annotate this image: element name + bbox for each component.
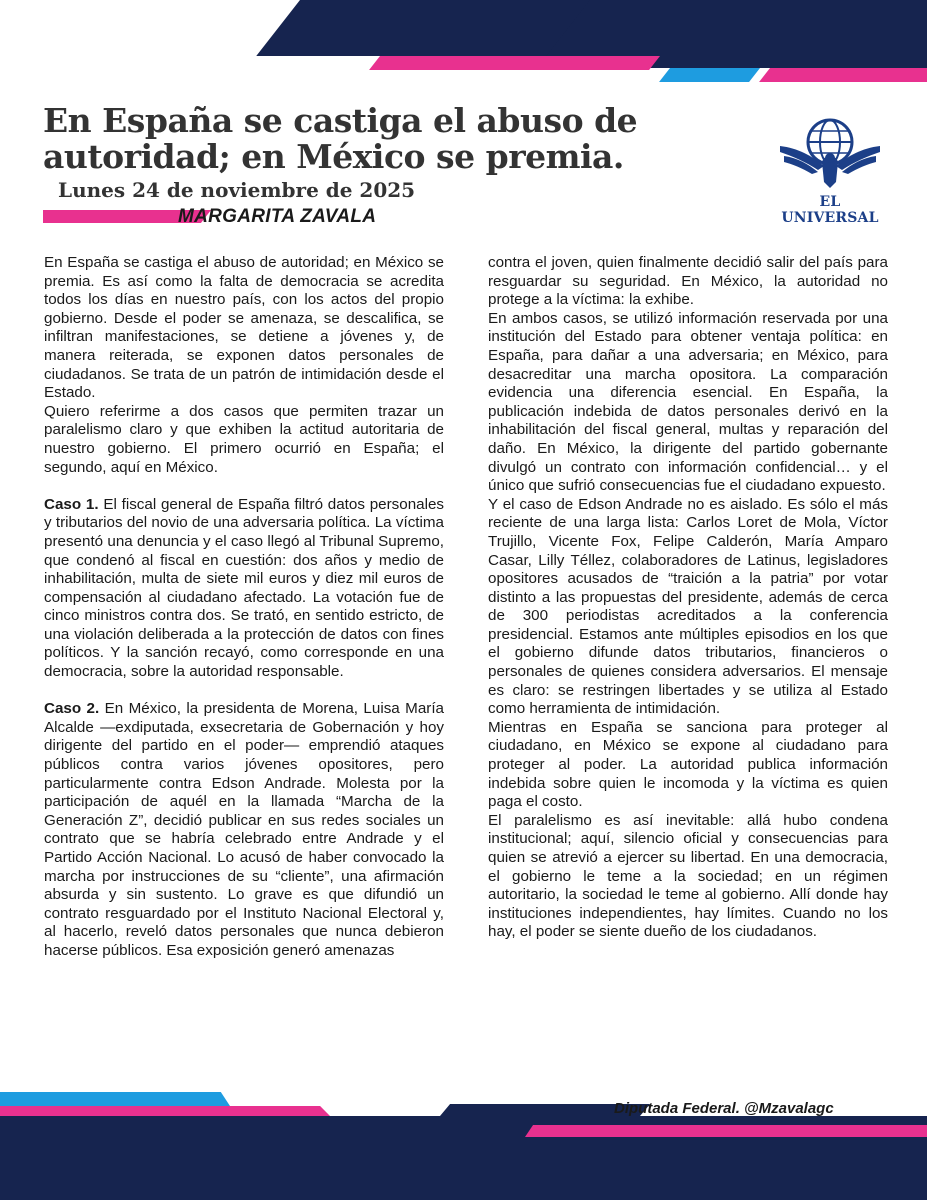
paragraph-caso-2: Caso 2. En México, la presidenta de Morena, Luisa María Alcalde —exdiputada, exsecretaria de Gobernación y hoy dirigente del partido en el poder— emprendió ataques públicos contra varios jóvenes opositores, pero particularmente contra Edson Andrade. Molesta por la participación de aquél en la llamada “Marcha de la Generación Z”, decidió publicar en sus redes sociales un contrato que se habría celebrado entre Andrade y el Partido Acción Nacional. Lo acusó de haber convocado la marcha por instrucciones de su “cliente”, una afirmación absurda y sin sustento. Lo grave es que difundió un contrato resguardado por el Instituto Nacional Electoral y, al hacerlo, reveló datos personales que nunca debieron hacerse públicos. Esa exposición generó amenazas bbox=[44, 700, 444, 959]
author-name: MARGARITA ZAVALA bbox=[178, 206, 377, 227]
case-label: Caso 1. bbox=[44, 495, 99, 513]
paragraph: Y el caso de Edson Andrade no es aislado. Es sólo el más reciente de una larga lista: Carlos Loret de Mola, Víctor Trujillo, Vicente Fox, Felipe Calderón, María Amparo Casar, Lilly Téllez, colaboradores de Latinus, legisladores opositores acusados de “traición a la patria” por votar distinto a las propuestas del presidente, además de cerca de 300 periodistas acreditados a la conferencia presidencial. Estamos ante múltiples episodios en los que el gobierno difunde datos tributarios, financieros o personales de quienes considera adversarios. El mensaje es claro: se restringen libertades y se utiliza al Estado como herramienta de intimidación. bbox=[488, 495, 888, 718]
publication-date: Lunes 24 de noviembre de 2025 bbox=[58, 178, 416, 202]
bottom-pink-stripe bbox=[0, 1106, 330, 1116]
article-column-right bbox=[488, 254, 888, 942]
article-column-left bbox=[44, 254, 444, 961]
top-pink-stripe-right bbox=[759, 68, 927, 82]
bottom-blue-stripe bbox=[0, 1092, 230, 1106]
paragraph: Mientras en España se sanciona para proteger al ciudadano, en México se expone al ciudadano para proteger al poder. La autoridad publica información indebida sobre quien le incomoda y la víctima es quien paga el costo. bbox=[488, 718, 888, 811]
case-label: Caso 2. bbox=[44, 700, 100, 718]
top-pink-stripe bbox=[369, 56, 660, 70]
paragraph: contra el joven, quien finalmente decidió salir del país para resguardar su seguridad. En México, la autoridad no protege a la víctima: la exhibe. bbox=[488, 254, 888, 309]
paragraph-caso-1: Caso 1. El fiscal general de España filtró datos personales y tributarios del novio de una adversaria política. La víctima presentó una denuncia y el caso llegó al Tribunal Supremo, que condenó al fiscal en cuestión: dos años y medio de inhabilitación, multa de siete mil euros y diez mil euros de compensación al ciudadano afectado. La votación fue de cinco ministros contra dos. Se trató, en sentido estricto, de una violación deliberada a la protección de datos con fines políticos. Y la sanción recayó, como corresponde en una democracia, sobre la autoridad responsable. bbox=[44, 495, 444, 681]
page-title: En España se castiga el abuso de autoridad; en México se premia. bbox=[43, 101, 638, 176]
eagle-globe-icon bbox=[778, 112, 882, 192]
logo-wordmark: EL UNIVERSAL bbox=[781, 194, 879, 226]
bottom-pink-stripe-right bbox=[525, 1125, 927, 1137]
paragraph: En ambos casos, se utilizó información reservada por una institución del Estado para obtener ventaja política: en España, para dañar a una adversaria; en México, para desacreditar una marcha opositora. La comparación evidencia una diferencia esencial. En España, la publicación indebida de datos personales derivó en la inhabilitación del fiscal general, multas y reparación del daño. En México, la dirigente del partido gobernante divulgó un contrato con información confidencial… y el único que sufrió consecuencias fue el ciudadano expuesto. bbox=[488, 309, 888, 495]
paragraph: Quiero referirme a dos casos que permiten trazar un paralelismo claro y que exhiben la actitud autoritaria de nuestro gobierno. El primero ocurrió en España; el segundo, aquí en México. bbox=[44, 402, 444, 476]
paragraph: En España se castiga el abuso de autoridad; en México se premia. Es así como la falta de democracia se acredita todos los días en nuestro país, con los actos del propio gobierno. Desde el poder se amenaza, se descalifica, se infiltran manifestaciones, se detiene a jóvenes y, de manera reiterada, se exponen datos personales de ciudadanos. Se trata de un patrón de intimidación desde el Estado. bbox=[44, 254, 444, 402]
paragraph: El paralelismo es así inevitable: allá hubo condena institucional; aquí, silencio oficial y consecuencias para quien se atrevió a ejercer su libertad. En una democracia, el gobierno le teme a la sociedad; en un régimen autoritario, la sociedad le teme al gobierno. Allí donde hay instituciones independientes, hay límites. Cuando no los hay, el poder se siente dueño de los ciudadanos. bbox=[488, 811, 888, 941]
author-signature: Diputada Federal. @Mzavalagc bbox=[614, 1100, 834, 1117]
top-blue-stripe bbox=[659, 68, 760, 82]
el-universal-logo bbox=[770, 112, 890, 226]
